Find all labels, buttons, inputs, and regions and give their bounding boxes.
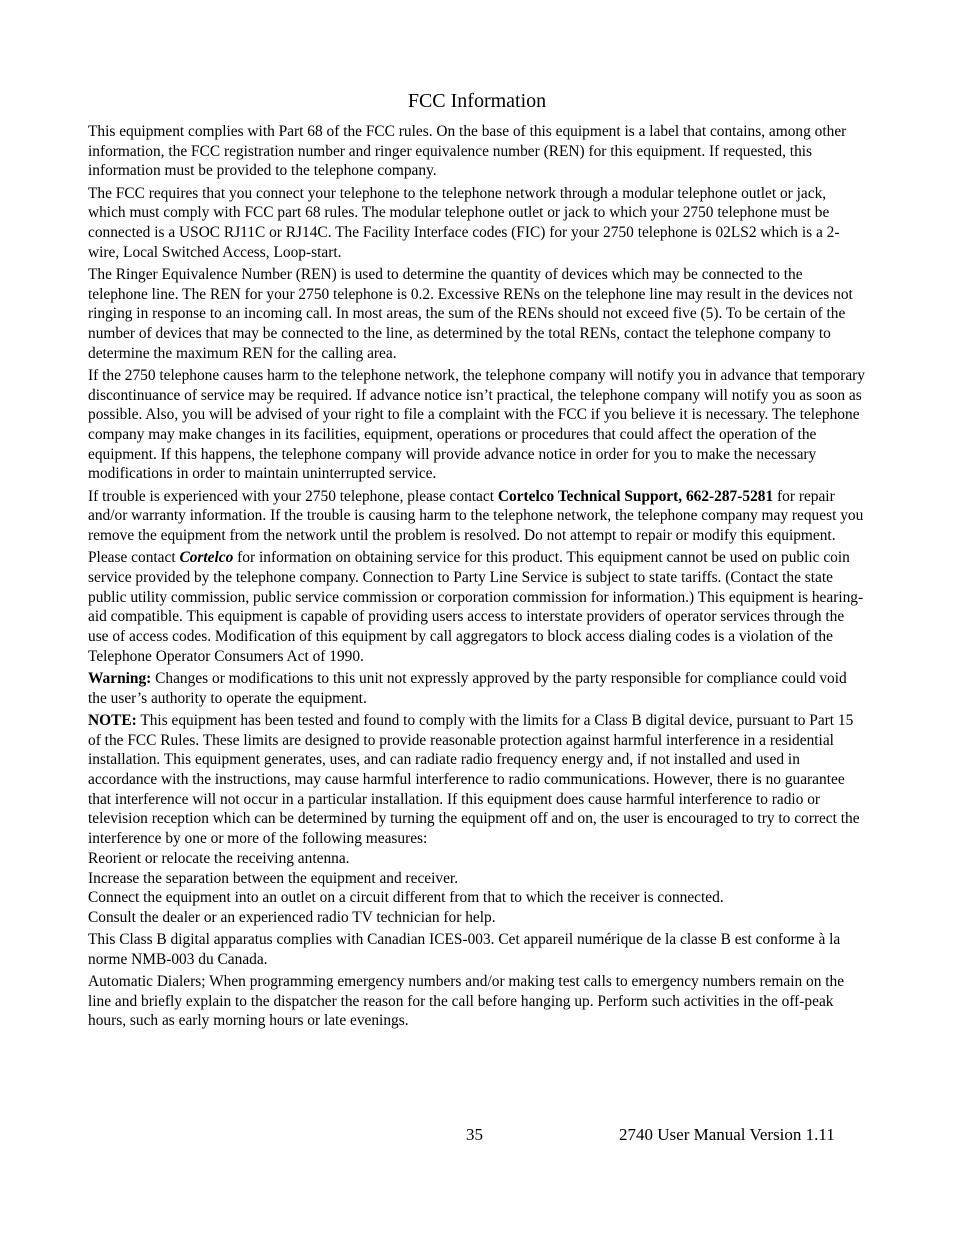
paragraph-modular-jack: The FCC requires that you connect your telephone to the telephone network through a modular telephone outlet or jack, which must comply with FCC part 68 rules. The modular telephone outlet or jack to which your 2750 telephone must be connected is a USOC RJ11C or RJ14C. The Facility Interface codes (FIC) for your 2750 telephone is 02LS2 which is a 2- wire, Local Switched Access, Loop-start. [88, 184, 840, 261]
paragraph-canada: This Class B digital apparatus complies with Canadian ICES-003. Cet appareil numérique de la classe B est conforme à la norme NMB-003 du Canada. [88, 931, 841, 968]
support-contact: Cortelco Technical Support, 662-287-5281 [497, 487, 774, 505]
trouble-text-after: for repair and/or warranty information. If the trouble is causing harm to the telephone network, the telephone company may request you remove the equipment from the network until the problem is resolved. Do not attempt to repair or modify this equipment. [88, 487, 864, 545]
paragraph-service [88, 548, 866, 666]
measure-item: Increase the separation between the equipment and receiver. [88, 869, 459, 887]
measure-item: Consult the dealer or an experienced radio TV technician for help. [88, 908, 496, 926]
note-label: NOTE: [88, 711, 137, 729]
document-body [88, 122, 866, 1034]
paragraph-warning [88, 669, 866, 708]
warning-text: Changes or modifications to this unit not expressly approved by the party responsible for compliance could void the user’s authority to operate the equipment. [88, 669, 847, 707]
paragraph-automatic-dialers: Automatic Dialers; When programming emergency numbers and/or making test calls to emergency numbers remain on the line and briefly explain to the dispatcher the reason for the call before hanging up. Perform such activities in the off-peak hours, such as early morning hours or late evenings. [88, 973, 845, 1030]
paragraph-note [88, 711, 866, 849]
manual-version: 2740 User Manual Version 1.11 [619, 1125, 835, 1144]
paragraph-ren: The Ringer Equivalence Number (REN) is used to determine the quantity of devices which may be connected to the telephone line. The REN for your 2750 telephone is 0.2. Excessive RENs on the telephone line may result in the devices not ringing in response to an incoming call. In most areas, the sum of the RENs should not exceed five (5). To be certain of the number of devices that may be connected to the line, as determined by the total RENs, contact the telephone company to determine the maximum REN for the calling area. [88, 265, 853, 362]
measure-item: Reorient or relocate the receiving antenna. [88, 849, 350, 867]
warning-label: Warning: [88, 669, 152, 687]
service-text-after: for information on obtaining service for this product. This equipment cannot be used on public coin service provided by the telephone company. Connection to Party Line Service is subject to state tariffs. (Contact the state public utility commission, public service commission or corporation commission for information.) This equipment is hearing-aid compatible. This equipment is capable of providing users access to interstate providers of operator services through the use of access codes. Modification of this equipment by call aggregators to block access dialing codes is a violation of the Telephone Operator Consumers Act of 1990. [88, 549, 864, 665]
measure-item: Connect the equipment into an outlet on a circuit different from that to which the receiver is connected. [88, 889, 724, 907]
paragraph-trouble [88, 487, 866, 546]
trouble-text-before: If trouble is experienced with your 2750 telephone, please contact [88, 487, 498, 505]
note-text: This equipment has been tested and found to comply with the limits for a Class B digital device, pursuant to Part 15 of the FCC Rules. These limits are designed to provide reasonable protection against harmful interference in a residential installation. This equipment generates, uses, and can radiate radio frequency energy and, if not installed and used in accordance with the instructions, may cause harmful interference to radio communications. However, there is no guarantee that interference will not occur in a particular installation. If this equipment does cause harmful interference to radio or television reception which can be determined by turning the equipment off and on, the user is encouraged to try to correct the interference by one or more of the following measures: [88, 711, 860, 848]
page-title: FCC Information [407, 90, 547, 112]
paragraph-fcc-part68: This equipment complies with Part 68 of the FCC rules. On the base of this equipment is a label that contains, among other information, the FCC registration number and ringer equivalence number (REN) for this equipment. If requested, this information must be provided to the telephone company. [88, 123, 847, 180]
page-number: 35 [466, 1125, 483, 1144]
service-text-before: Please contact [88, 549, 180, 567]
company-name: Cortelco [179, 549, 234, 567]
paragraph-network-harm: If the 2750 telephone causes harm to the telephone network, the telephone company will notify you in advance that temporary discontinuance of service may be required. If advance notice isn’t practical, the telephone company will notify you as soon as possible. Also, you will be advised of your right to file a complaint with the FCC if you believe it is necessary. The telephone company may make changes in its facilities, equipment, operations or procedures that could affect the operation of the equipment. If this happens, the telephone company will provide advance notice in order for you to make the necessary modifications in order to maintain uninterrupted service. [88, 366, 865, 483]
